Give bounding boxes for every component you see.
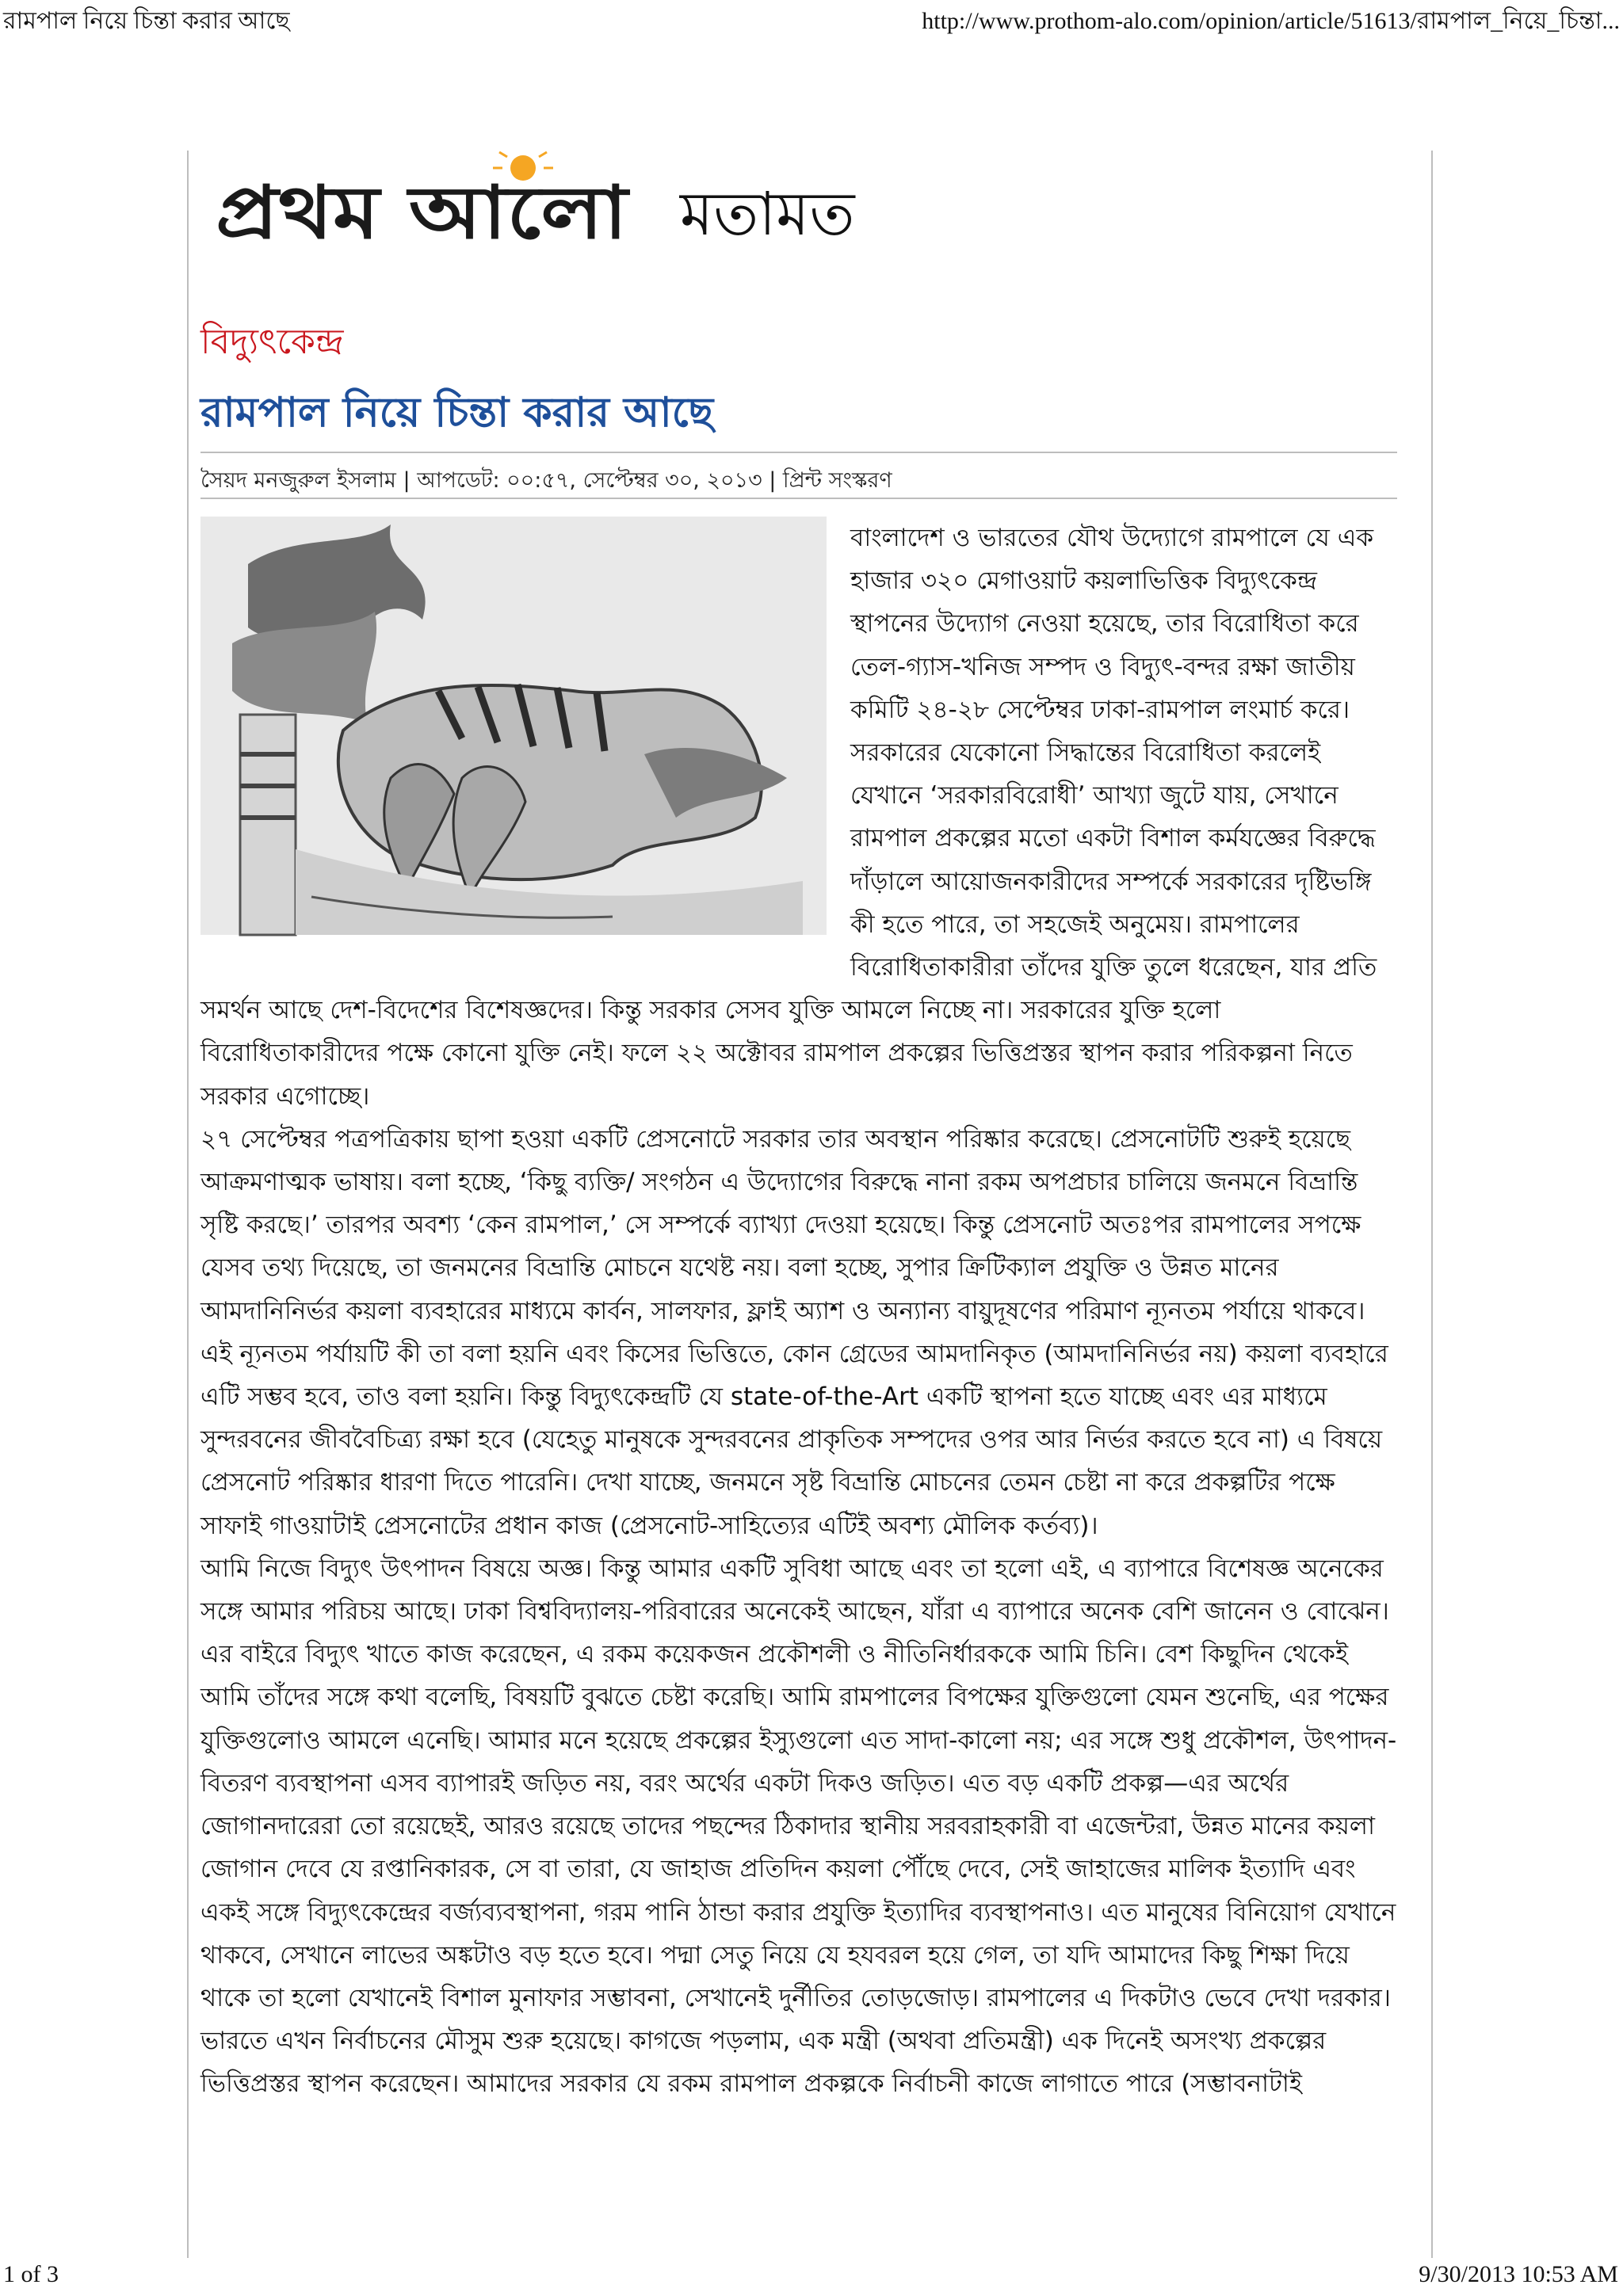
print-url[interactable]: http://www.prothom-alo.com/opinion/article/51613/রামপাল_নিয়ে_চিন্তা...	[922, 8, 1620, 34]
article-illustration	[200, 517, 827, 960]
logo-text: প্রথম আলো	[216, 170, 631, 254]
divider	[200, 452, 1397, 453]
article-byline: সৈয়দ মনজুরুল ইসলাম | আপডেট: ০০:৫৭, সেপ্টেম্বর ৩০, ২০১৩ | প্রিন্ট সংস্করণ	[200, 468, 892, 493]
divider	[200, 498, 1397, 499]
print-header	[0, 0, 1623, 32]
print-page-title: রামপাল নিয়ে চিন্তা করার আছে	[3, 8, 290, 34]
prothom-alo-logo[interactable]	[212, 151, 632, 254]
page-frame-right-border	[1431, 151, 1433, 2258]
article-headline: রামপাল নিয়ে চিন্তা করার আছে	[200, 389, 714, 437]
print-footer	[0, 2258, 1623, 2293]
article-kicker[interactable]: বিদ্যুৎকেন্দ্র	[200, 322, 344, 362]
article-paragraph: ভারতে এখন নির্বাচনের মৌসুম শুরু হয়েছে। কাগজে পড়লাম, এক মন্ত্রী (অথবা প্রতিমন্ত্রী) এক দিনেই অসংখ্য প্রকল্পের ভিত্তিপ্রস্তর স্থাপন করেছেন। আমাদের সরকার যে রকম রামপাল প্রকল্পকে নির্বাচনী কাজে লাগাতে পারে (সম্ভাবনাটাই	[200, 2027, 1327, 2099]
page-frame-left-border	[187, 151, 189, 2258]
print-timestamp: 9/30/2013 10:53 AM	[1419, 2261, 1618, 2287]
page-count: 1 of 3	[3, 2261, 59, 2287]
article-body	[200, 517, 1397, 2106]
article-paragraph: ২৭ সেপ্টেম্বর পত্রপত্রিকায় ছাপা হওয়া একটি প্রেসনোটে সরকার তার অবস্থান পরিষ্কার করেছে। প্রেসনোটটি শুরুই হয়েছে আক্রমণাত্মক ভাষায়। বলা হচ্ছে, ‘কিছু ব্যক্তি/ সংগঠন এ উদ্যোগের বিরুদ্ধে নানা রকম অপপ্রচার চালিয়ে জনমনে বিভ্রান্তি সৃষ্টি করছে।’ তারপর অবশ্য ‘কেন রামপাল,’ সে সম্পর্কে ব্যাখ্যা দেওয়া হয়েছে। কিন্তু প্রেসনোট অতঃপর রামপালের সপক্ষে যেসব তথ্য দিয়েছে, তা জনমনের বিভ্রান্তি মোচনে যথেষ্ট নয়। বলা হচ্ছে, সুপার ক্রিটিক্যাল প্রযুক্তি ও উন্নত মানের আমদানিনির্ভর কয়লা ব্যবহারের মাধ্যমে কার্বন, সালফার, ফ্লাই অ্যাশ ও অন্যান্য বায়ুদূষণের পরিমাণ ন্যূনতম পর্যায়ে থাকবে। এই ন্যূনতম পর্যায়টি কী তা বলা হয়নি এবং কিসের ভিত্তিতে, কোন গ্রেডের আমদানিকৃত (আমদানিনির্ভর নয়) কয়লা ব্যবহারে এটি সম্ভব হবে, তাও বলা হয়নি। কিন্তু বিদ্যুৎকেন্দ্রটি যে state-of-the-Art একটি স্থাপনা হতে যাচ্ছে এবং এর মাধ্যমে সুন্দরবনের জীববৈচিত্র্য রক্ষা হবে (যেহেতু মানুষকে সুন্দরবনের প্রাকৃতিক সম্পদের ওপর আর নির্ভর করতে হবে না) এ বিষয়ে প্রেসনোট পরিষ্কার ধারণা দিতে পারেনি। দেখা যাচ্ছে, জনমনে সৃষ্ট বিভ্রান্তি মোচনের তেমন চেষ্টা না করে প্রকল্পটির পক্ষে সাফাই গাওয়াটাই প্রেসনোটের প্রধান কাজ (প্রেসনোট-সাহিত্যের এটিই অবশ্য মৌলিক কর্তব্য)।	[200, 1124, 1388, 1540]
article-paragraph: আমি নিজে বিদ্যুৎ উৎপাদন বিষয়ে অজ্ঞ। কিন্তু আমার একটি সুবিধা আছে এবং তা হলো এই, এ ব্যাপারে বিশেষজ্ঞ অনেকের সঙ্গে আমার পরিচয় আছে। ঢাকা বিশ্ববিদ্যালয়-পরিবারের অনেকেই আছেন, যাঁরা এ ব্যাপারে অনেক বেশি জানেন ও বোঝেন। এর বাইরে বিদ্যুৎ খাতে কাজ করেছেন, এ রকম কয়েকজন প্রকৌশলী ও নীতিনির্ধারককে আমি চিনি। বেশ কিছুদিন থেকেই আমি তাঁদের সঙ্গে কথা বলেছি, বিষয়টি বুঝতে চেষ্টা করেছি। আমি রামপালের বিপক্ষের যুক্তিগুলো যেমন শুনেছি, এর পক্ষের যুক্তিগুলোও আমলে এনেছি। আমার মনে হয়েছে প্রকল্পের ইস্যুগুলো এত সাদা-কালো নয়; এর সঙ্গে শুধু প্রকৌশল, উৎপাদন-বিতরণ ব্যবস্থাপনা এসব ব্যাপারই জড়িত নয়, বরং অর্থের একটা দিকও জড়িত। এত বড় একটি প্রকল্প—এর অর্থের জোগানদারেরা তো রয়েছেই, আরও রয়েছে তাদের পছন্দের ঠিকাদার স্থানীয় সরবরাহকারী বা এজেন্টরা, উন্নত মানের কয়লা জোগান দেবে যে রপ্তানিকারক, সে বা তারা, যে জাহাজ প্রতিদিন কয়লা পৌঁছে দেবে, সেই জাহাজের মালিক ইত্যাদি এবং একই সঙ্গে বিদ্যুৎকেন্দ্রের বর্জ্যব্যবস্থাপনা, গরম পানি ঠান্ডা করার প্রযুক্তি ইত্যাদির ব্যবস্থাপনাও। এত মানুষের বিনিয়োগ যেখানে থাকবে, সেখানে লাভের অঙ্কটাও বড় হতে হবে। পদ্মা সেতু নিয়ে যে হযবরল হয়ে গেল, তা যদি আমাদের কিছু শিক্ষা দিয়ে থাকে তা হলো যেখানেই বিশাল মুনাফার সম্ভাবনা, সেখানেই দুর্নীতির তোড়জোড়। রামপালের এ দিকটাও ভেবে দেখা দরকার।	[200, 1554, 1397, 2012]
article-paragraph: বাংলাদেশ ও ভারতের যৌথ উদ্যোগে রামপালে যে এক হাজার ৩২০ মেগাওয়াট কয়লাভিত্তিক বিদ্যুৎকেন্দ্র স্থাপনের উদ্যোগ নেওয়া হয়েছে, তার বিরোধিতা করে তেল-গ্যাস-খনিজ সম্পদ ও বিদ্যুৎ-বন্দর রক্ষা জাতীয় কমিটি ২৪-২৮ সেপ্টেম্বর ঢাকা-রামপাল লংমার্চ করে। সরকারের যেকোনো সিদ্ধান্তের বিরোধিতা করলেই যেখানে ‘সরকারবিরোধী’ আখ্যা জুটে যায়, সেখানে রামপাল প্রকল্পের মতো একটা বিশাল কর্মযজ্ঞের বিরুদ্ধে দাঁড়ালে আয়োজনকারীদের সম্পর্কে সরকারের দৃষ্টিভঙ্গি কী হতে পারে, তা সহজেই অনুমেয়। রামপালের বিরোধিতাকারীরা তাঁদের যুক্তি তুলে ধরেছেন, যার প্রতি সমর্থন আছে দেশ-বিদেশের বিশেষজ্ঞদের। কিন্তু সরকার সেসব যুক্তি আমলে নিচ্ছে না। সরকারের যুক্তি হলো বিরোধিতাকারীদের পক্ষে কোনো যুক্তি নেই। ফলে ২২ অক্টোবর রামপাল প্রকল্পের ভিত্তিপ্রস্তর স্থাপন করার পরিকল্পনা নিতে সরকার এগোচ্ছে।	[200, 524, 1377, 1111]
section-name[interactable]: মতামত	[680, 178, 855, 249]
